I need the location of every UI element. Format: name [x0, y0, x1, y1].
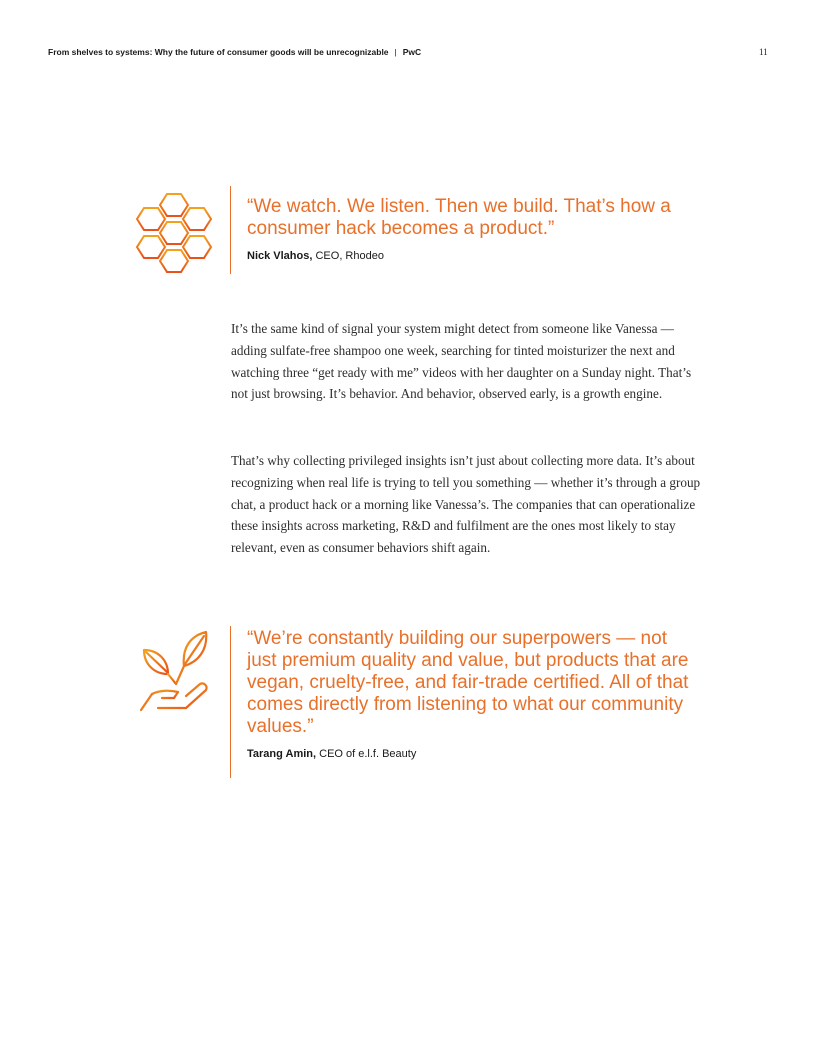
- honeycomb-icon: [134, 191, 216, 277]
- brand-name: PwC: [402, 47, 422, 57]
- plant-in-hand-icon: [138, 628, 214, 714]
- author-name: Tarang Amin,: [247, 748, 317, 760]
- quote-attribution: [247, 250, 700, 262]
- quote-text: “We watch. We listen. Then we build. That’s how a consumer hack becomes a product.”: [247, 196, 671, 239]
- quote-block-1: [230, 186, 700, 274]
- quote-attribution: [247, 748, 700, 760]
- author-name: Nick Vlahos,: [247, 250, 313, 262]
- body-paragraph-2: That’s why collecting privileged insights isn’t just about collecting more data. It’s about recognizing when real life is trying to tell you something — whether it’s through a group chat, a product hack or a morning like Vanessa’s. The companies that can operationalize these insights across marketing, R&D and fulfilment are the ones most likely to stay relevant, even as consumer behaviors shift again.: [231, 453, 701, 556]
- header-separator: |: [394, 47, 397, 57]
- page-header: [48, 47, 768, 61]
- document-title: From shelves to systems: Why the future of consumer goods will be unrecognizable: [48, 47, 389, 57]
- quote-text: “We’re constantly building our superpowers — not just premium quality and value, but products that are vegan, cruelty-free, and fair-trade certified. All of that comes directly from listening to what our community values.”: [247, 628, 689, 737]
- running-header: [48, 47, 421, 57]
- author-title: CEO, Rhodeo: [312, 250, 384, 262]
- body-paragraph-1: It’s the same kind of signal your system might detect from someone like Vanessa — adding sulfate-free shampoo one week, searching for tinted moisturizer the next and watching three “get ready with me” videos with her daughter on a Sunday night. That’s not just browsing. It’s behavior. And behavior, observed early, is a growth engine.: [231, 321, 692, 402]
- page-number: 11: [759, 47, 768, 57]
- quote-block-2: [230, 626, 700, 778]
- author-title: CEO of e.l.f. Beauty: [316, 748, 417, 760]
